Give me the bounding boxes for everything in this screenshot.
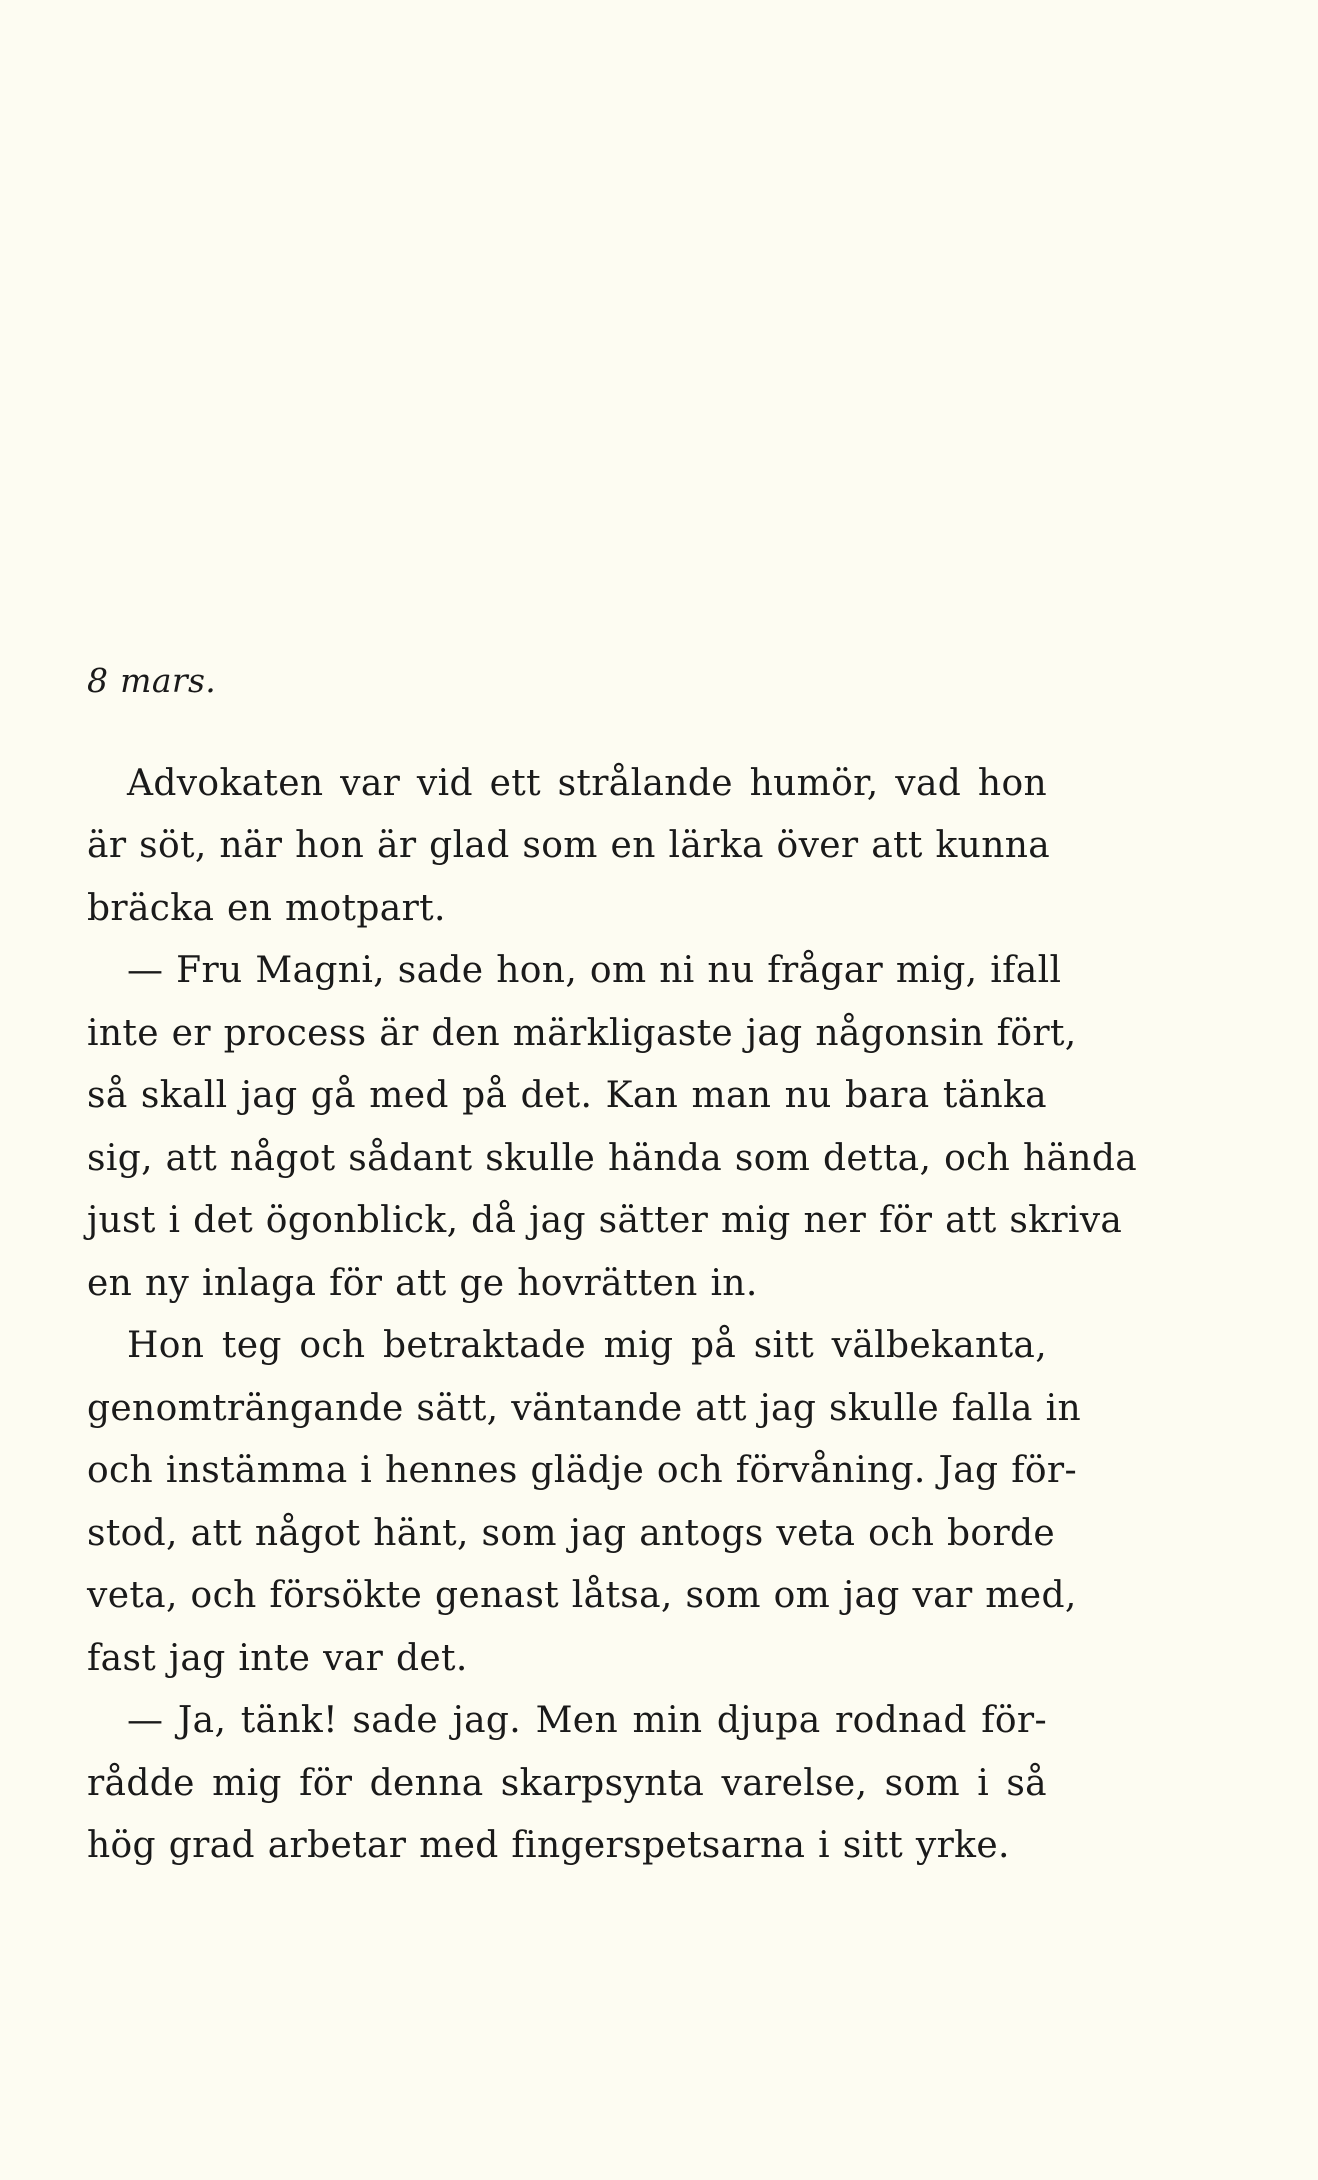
text-line: så skall jag gå med på det. Kan man nu bara tänka xyxy=(87,1075,1047,1116)
paragraph-3 xyxy=(87,1315,1081,1690)
text-line: just i det ögonblick, då jag sätter mig ner för att skriva xyxy=(87,1200,1123,1241)
paragraph-1 xyxy=(87,753,1051,941)
text-line: veta, och försökte genast låtsa, som om jag var med, xyxy=(87,1575,1077,1616)
paragraph-4 xyxy=(87,1690,1047,1878)
text-line: bräcka en motpart. xyxy=(87,887,446,929)
text-block xyxy=(87,650,1138,1878)
text-line: genomträngande sätt, väntande att jag skulle falla in xyxy=(87,1387,1081,1429)
text-line: — Ja, tänk! sade jag. Men min djupa rodnad för- xyxy=(127,1700,1047,1741)
text-line: är söt, när hon är glad som en lärka över att kunna xyxy=(87,825,1051,866)
text-line: och instämma i hennes glädje och förvåning. Jag för- xyxy=(87,1450,1078,1491)
text-line: rådde mig för denna skarpsynta varelse, som i så xyxy=(87,1762,1047,1804)
text-line: hög grad arbetar med fingerspetsarna i sitt yrke. xyxy=(87,1825,1010,1866)
text-line: Hon teg och betraktade mig på sitt välbekanta, xyxy=(127,1325,1047,1366)
text-line: stod, att något hänt, som jag antogs veta och borde xyxy=(87,1512,1056,1554)
text-line: sig, att något sådant skulle hända som detta, och hända xyxy=(87,1137,1138,1179)
paragraph-2 xyxy=(87,940,1138,1315)
text-line: inte er process är den märkligaste jag någonsin fört, xyxy=(87,1012,1077,1054)
text-line: Advokaten var vid ett strålande humör, vad hon xyxy=(127,762,1047,804)
diary-date: 8 mars. xyxy=(87,661,217,700)
text-line: — Fru Magni, sade hon, om ni nu frågar mig, ifall xyxy=(127,950,1062,991)
text-line: fast jag inte var det. xyxy=(87,1637,468,1679)
text-line: en ny inlaga för att ge hovrätten in. xyxy=(87,1262,758,1304)
